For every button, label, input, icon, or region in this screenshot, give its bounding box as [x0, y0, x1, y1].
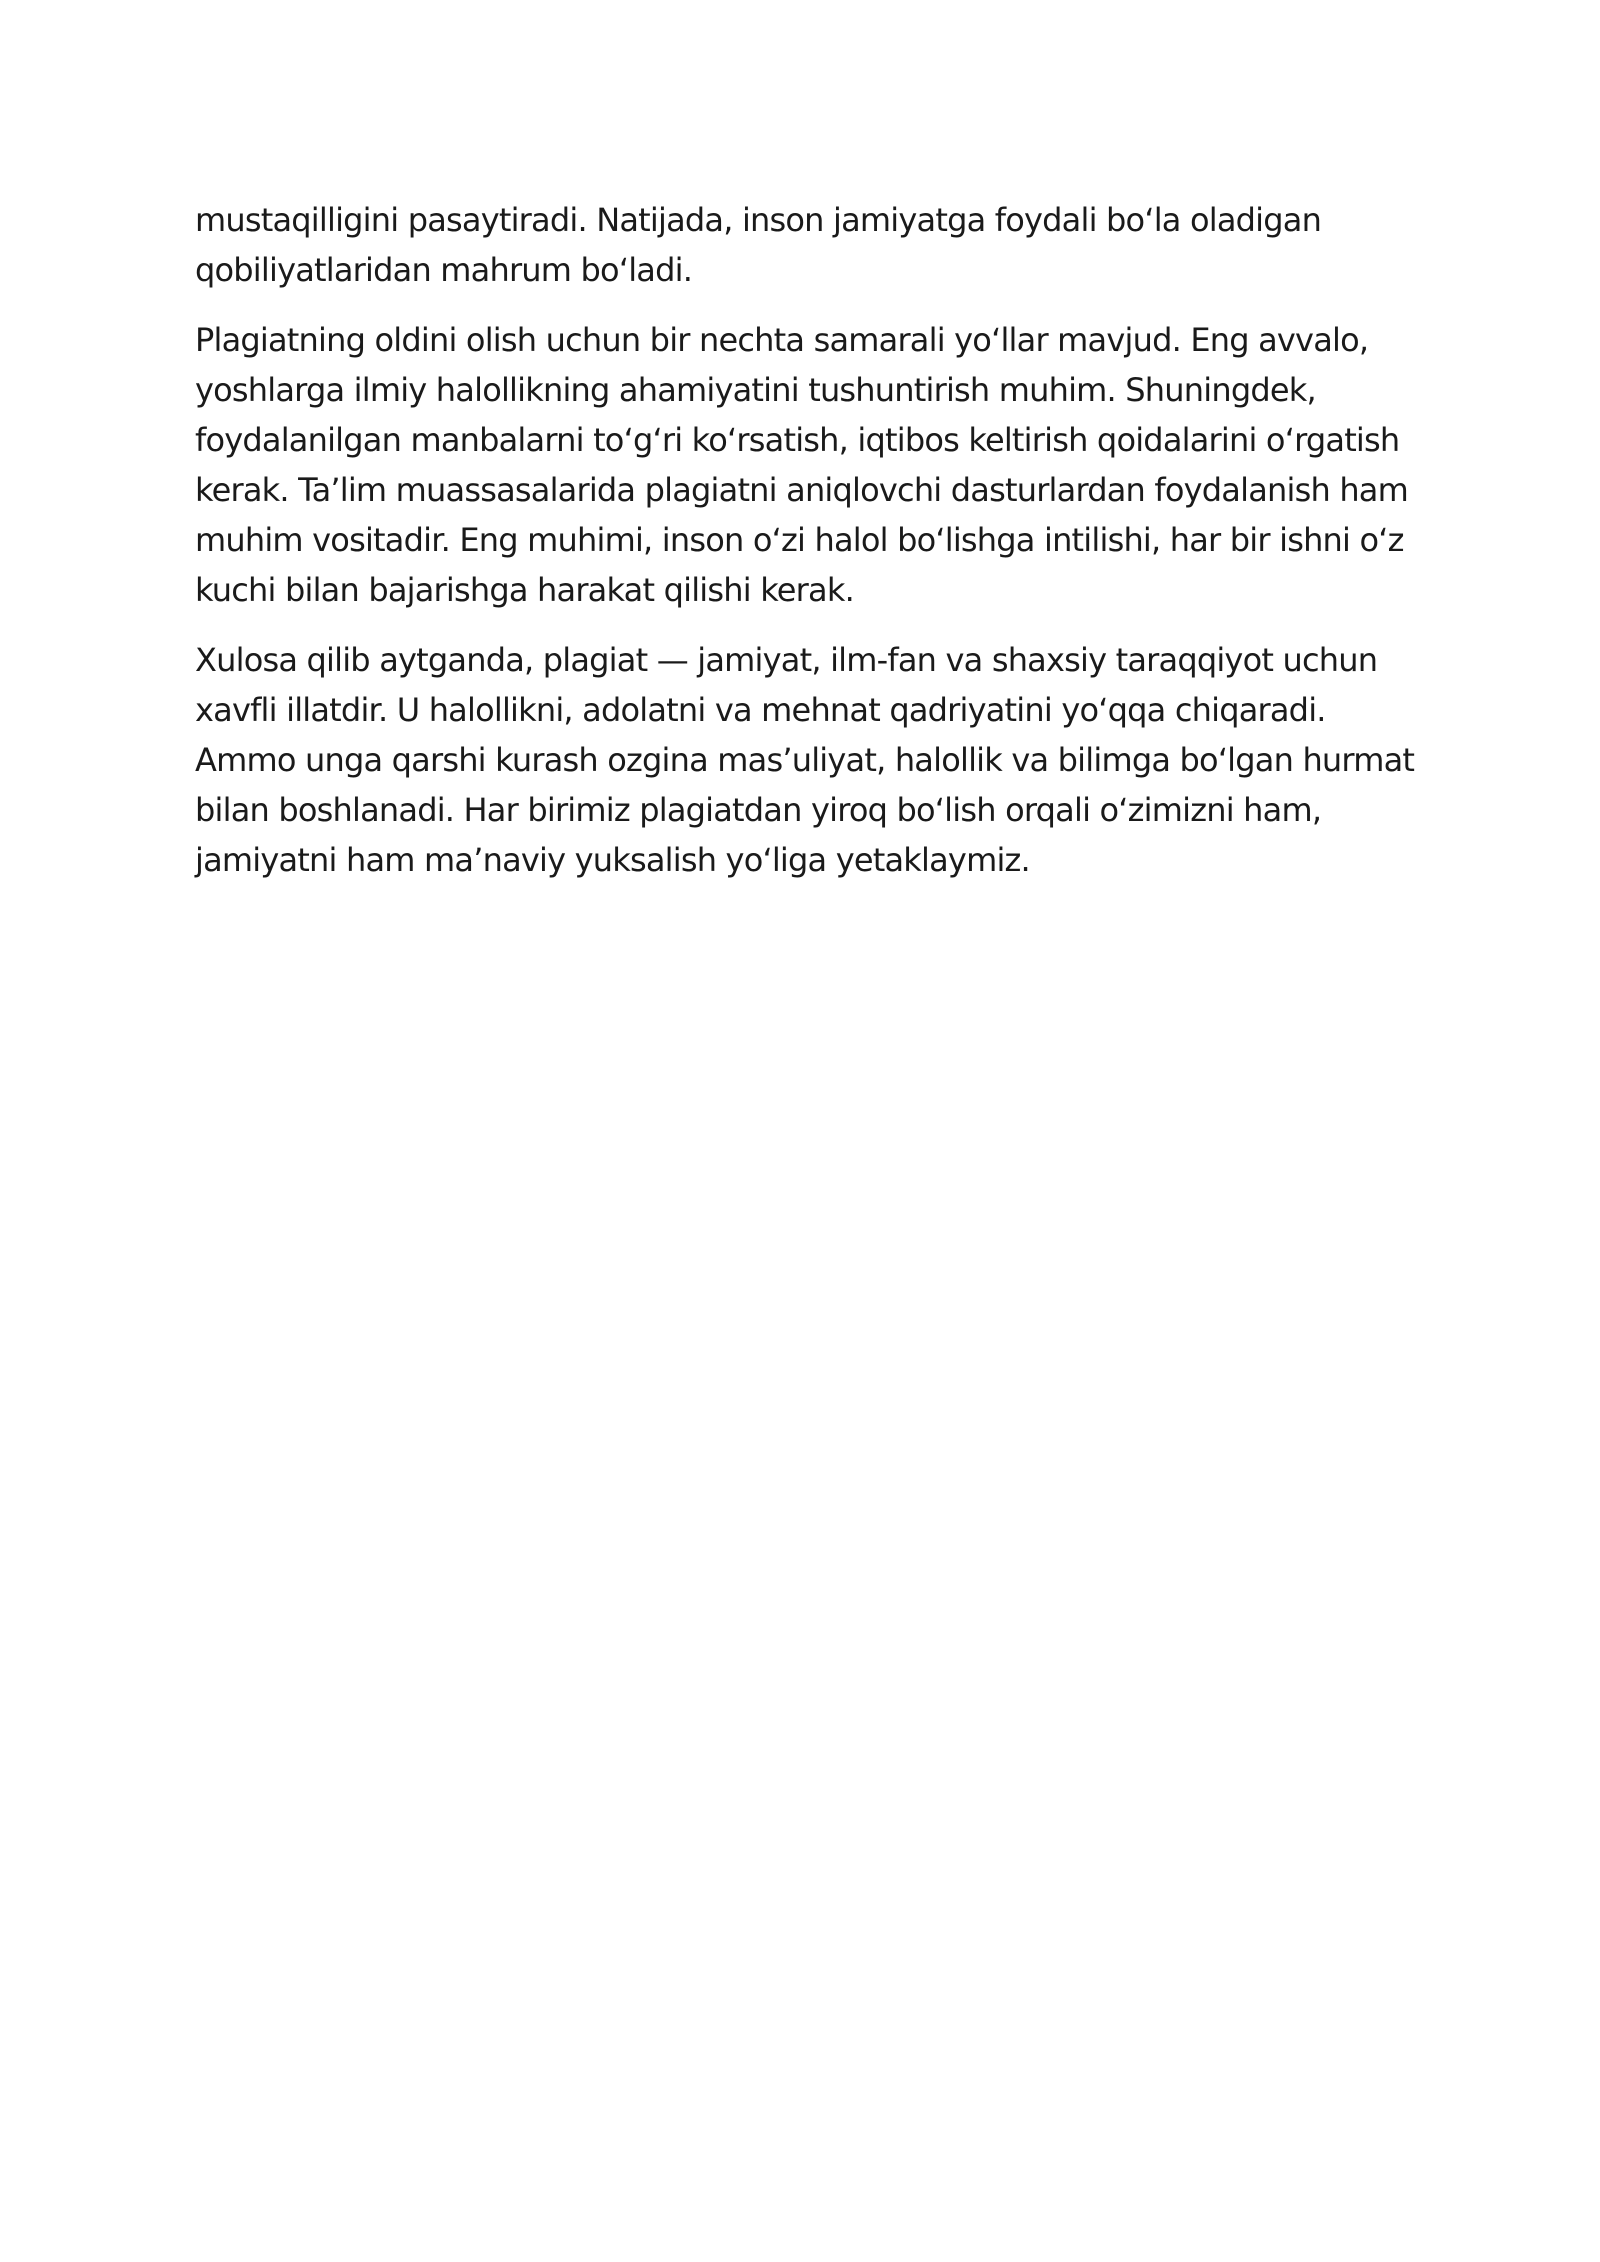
- text-line: Plagiatning oldini olish uchun bir nechta samarali yo‘llar mavjud. Eng avvalo,: [195, 321, 1369, 359]
- text-line: foydalanilgan manbalarni to‘g‘ri ko‘rsatish, iqtibos keltirish qoidalarini o‘rgatish: [195, 421, 1400, 459]
- paragraph-2: [195, 315, 1435, 615]
- text-line: muhim vositadir. Eng muhimi, inson o‘zi halol bo‘lishga intilishi, har bir ishni o‘z: [195, 521, 1404, 559]
- text-line: kerak. Ta’lim muassasalarida plagiatni aniqlovchi dasturlardan foydalanish ham: [195, 471, 1408, 509]
- paragraph-1: [195, 195, 1435, 295]
- text-line: jamiyatni ham ma’naviy yuksalish yo‘liga yetaklaymiz.: [195, 841, 1030, 879]
- paragraph-3: [195, 635, 1435, 885]
- text-line: xavfli illatdir. U halollikni, adolatni va mehnat qadriyatini yo‘qqa chiqaradi.: [195, 691, 1326, 729]
- text-line: Xulosa qilib aytganda, plagiat — jamiyat, ilm-fan va shaxsiy taraqqiyot uchun: [195, 641, 1378, 679]
- text-line: kuchi bilan bajarishga harakat qilishi kerak.: [195, 571, 854, 609]
- text-line: bilan boshlanadi. Har birimiz plagiatdan yiroq bo‘lish orqali o‘zimizni ham,: [195, 791, 1322, 829]
- text-line: yoshlarga ilmiy halollikning ahamiyatini tushuntirish muhim. Shuningdek,: [195, 371, 1316, 409]
- text-line: qobiliyatlaridan mahrum bo‘ladi.: [195, 251, 693, 289]
- document-body: [195, 195, 1435, 905]
- text-line: mustaqilligini pasaytiradi. Natijada, inson jamiyatga foydali bo‘la oladigan: [195, 201, 1322, 239]
- text-line: Ammo unga qarshi kurash ozgina mas’uliyat, halollik va bilimga bo‘lgan hurmat: [195, 741, 1415, 779]
